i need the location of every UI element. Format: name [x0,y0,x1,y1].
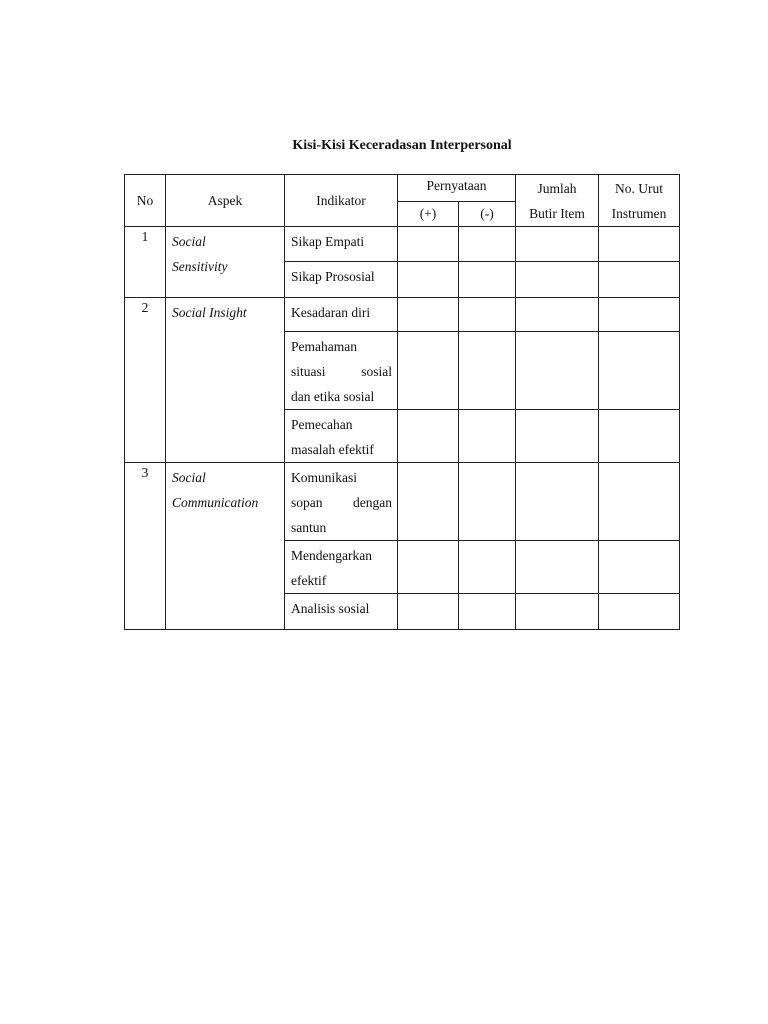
empty-cell [599,298,680,332]
indikator-line: santun [291,520,327,535]
empty-cell [599,541,680,594]
header-no-urut-instrumen [599,175,680,227]
empty-cell [516,541,599,594]
table-row [125,463,680,541]
header-indikator: Indikator [285,175,398,227]
aspek-line: Social Insight [172,305,247,320]
indikator-cell: Sikap Empati [285,227,398,262]
empty-cell [459,541,516,594]
indikator-line: masalah efektif [291,442,374,457]
row-number: 2 [125,298,166,463]
row-number: 3 [125,463,166,630]
header-pernyataan: Pernyataan [398,175,516,202]
aspek-cell [166,227,285,298]
indikator-cell: Sikap Prososial [285,262,398,298]
empty-cell [398,541,459,594]
header-aspek: Aspek [166,175,285,227]
empty-cell [459,298,516,332]
indikator-line: Pemahaman [291,339,357,354]
indikator-line: Pemecahan [291,417,353,432]
empty-cell [459,227,516,262]
aspek-line: Social [172,234,206,249]
aspek-line: Sensitivity [172,259,228,274]
aspek-cell [166,463,285,630]
aspek-line: Communication [172,495,259,510]
page-title: Kisi-Kisi Keceradasan Interpersonal [292,138,512,153]
indikator-cell: Analisis sosial [285,594,398,630]
header-urut-line1: No. Urut [615,180,663,196]
empty-cell [599,463,680,541]
empty-cell [516,594,599,630]
row-number: 1 [125,227,166,298]
empty-cell [599,227,680,262]
indikator-line: situasi sosial [291,364,392,379]
empty-cell [398,227,459,262]
table-row [125,298,680,332]
empty-cell [599,410,680,463]
empty-cell [516,410,599,463]
header-minus: (-) [459,202,516,227]
empty-cell [398,262,459,298]
indikator-line: efektif [291,573,327,588]
empty-cell [398,463,459,541]
header-row [125,175,680,202]
indikator-line: sopan dengan [291,495,392,510]
indikator-cell [285,410,398,463]
header-jumlah-line2: Butir Item [529,205,585,221]
header-jumlah-line1: Jumlah [537,180,577,196]
header-no: No [125,175,166,227]
empty-cell [599,594,680,630]
empty-cell [516,332,599,410]
header-jumlah-butir-item [516,175,599,227]
empty-cell [599,262,680,298]
empty-cell [459,594,516,630]
header-urut-line2: Instrumen [611,205,667,221]
header-plus: (+) [398,202,459,227]
empty-cell [398,298,459,332]
empty-cell [516,262,599,298]
empty-cell [398,410,459,463]
empty-cell [398,594,459,630]
indikator-line: Komunikasi [291,470,357,485]
indikator-line: Mendengarkan [291,548,372,563]
aspek-line: Social [172,470,206,485]
kisi-kisi-table [124,174,680,630]
empty-cell [516,298,599,332]
empty-cell [599,332,680,410]
empty-cell [459,262,516,298]
empty-cell [459,463,516,541]
empty-cell [459,332,516,410]
empty-cell [398,332,459,410]
empty-cell [459,410,516,463]
indikator-line: dan etika sosial [291,389,375,404]
empty-cell [516,227,599,262]
indikator-cell: Kesadaran diri [285,298,398,332]
aspek-cell [166,298,285,463]
indikator-cell [285,463,398,541]
table-row [125,227,680,262]
empty-cell [516,463,599,541]
indikator-cell [285,332,398,410]
indikator-cell [285,541,398,594]
